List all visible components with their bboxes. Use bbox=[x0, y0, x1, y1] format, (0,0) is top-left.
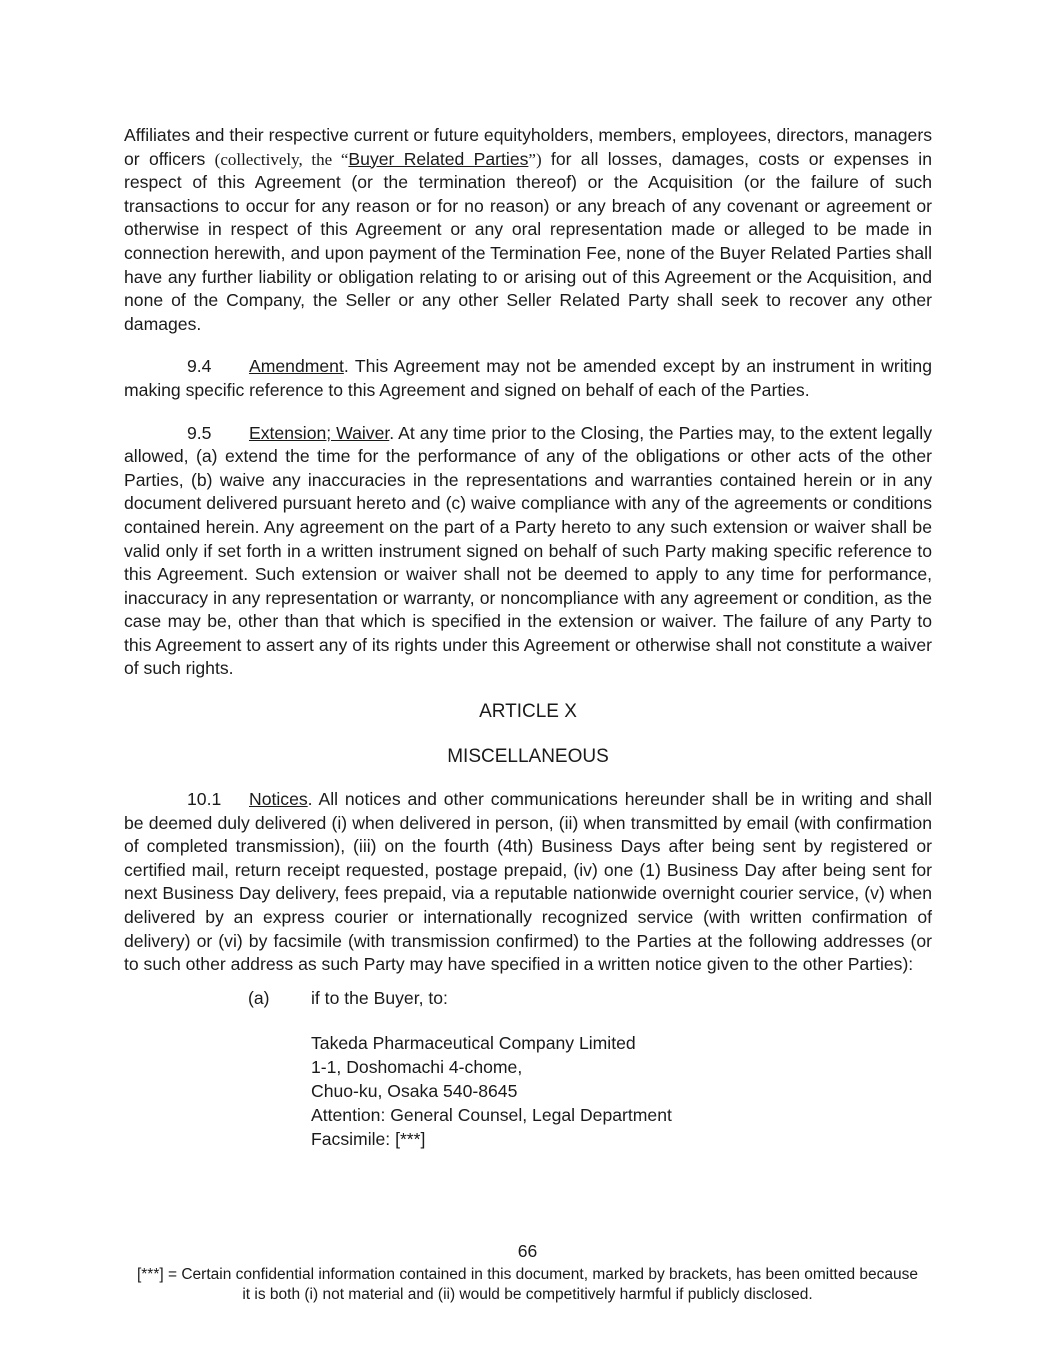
continuation-serif-open: (collectively, the “ bbox=[214, 149, 349, 169]
section-10-1-title: Notices bbox=[249, 789, 308, 810]
notice-item-a-text: if to the Buyer, to: bbox=[311, 987, 448, 1008]
buyer-company-name: Takeda Pharmaceutical Company Limited bbox=[311, 1033, 636, 1054]
footnote-line-2: it is both (i) not material and (ii) would be competitively harmful if publicly disclosed. bbox=[242, 1286, 813, 1303]
notice-item-a-label: (a) bbox=[248, 987, 270, 1008]
continuation-serif-close: ”) bbox=[528, 149, 542, 169]
section-10-1-body: . All notices and other communications hereunder shall be in writing and shall be deemed duly delivered (i) when delivered in person, (ii) when transmitted by email (with confirmation of completed transmission), (iii) on the fourth (4th) Business Days after being sent by registered or certified mail, return receipt requested, postage prepaid, (iv) one (1) Business Day after being sent for next Business Day delivery, fees prepaid, via a reputable nationwide overnight courier service, (v) when delivered by an express courier or internationally recognized service (with written confirmation of delivery) or (vi) by facsimile (with transmission confirmed) to the Parties at the following addresses (or to such other address as such Party may have specified in a written notice given to the other Parties): bbox=[124, 789, 932, 975]
buyer-address-block bbox=[311, 1031, 932, 1151]
section-9-5-number: 9.5 bbox=[187, 422, 212, 443]
document-page bbox=[124, 124, 932, 1151]
page-number: 66 bbox=[517, 1241, 538, 1261]
buyer-facsimile: Facsimile: [***] bbox=[311, 1129, 426, 1150]
buyer-street: 1-1, Doshomachi 4-chome, bbox=[311, 1057, 523, 1078]
defined-term-buyer-related-parties: Buyer Related Parties bbox=[348, 148, 529, 169]
article-heading: ARTICLE X bbox=[479, 701, 577, 723]
section-10-1 bbox=[124, 788, 932, 977]
section-9-5-body: . At any time prior to the Closing, the Parties may, to the extent legally allowed, (a) extend the time for the performance of any of the obligations or other acts of the other Parties, (b) waive any inaccuracies in the representations and warranties contained herein or in any document delivered pursuant hereto and (c) waive compliance with any of the agreements or conditions contained herein. Any agreement on the part of a Party hereto to any such extension or waiver shall be valid only if set forth in a written instrument signed on behalf of such Party making specific reference to this Agreement. Such extension or waiver shall not be deemed to apply to any time for performance, inaccuracy in any representation or warranty, or noncompliance with any agreement or condition, as the case may be, other than that which is specified in the extension or waiver. The failure of any Party to this Agreement to assert any of its rights under this Agreement or otherwise shall not constitute a waiver of such rights. bbox=[124, 422, 932, 679]
notice-item-a bbox=[248, 987, 932, 1011]
buyer-attention: Attention: General Counsel, Legal Department bbox=[311, 1105, 672, 1126]
continuation-text-2: for all losses, damages, costs or expenses in respect of this Agreement (or the termination thereof) or the Acquisition (or the failure of such transactions to occur for any reason or for no reason) or any breach of any covenant or agreement or otherwise in respect of this Agreement or any oral representation made or alleged to be made in connection herewith, and upon payment of the Termination Fee, none of the Buyer Related Parties shall have any further liability or obligation relating to or arising out of this Agreement or the Acquisition, and none of the Company, the Seller or any other Seller Related Party shall seek to recover any other damages. bbox=[124, 148, 932, 334]
continuation-text-1: Affiliates and their respective current or future equityholders, members, employees, directors, managers or officers bbox=[124, 125, 932, 169]
section-9-5-title: Extension; Waiver bbox=[249, 422, 390, 443]
continuation-paragraph bbox=[124, 124, 932, 336]
confidentiality-footnote bbox=[100, 1265, 955, 1305]
section-9-4 bbox=[124, 355, 932, 402]
section-10-1-number: 10.1 bbox=[187, 789, 222, 810]
section-9-4-number: 9.4 bbox=[187, 356, 212, 377]
section-9-4-title: Amendment bbox=[249, 356, 344, 377]
section-9-5 bbox=[124, 422, 932, 682]
footnote-line-1: [***] = Certain confidential information contained in this document, marked by brackets, has been omitted because bbox=[136, 1266, 919, 1283]
article-title: MISCELLANEOUS bbox=[447, 746, 609, 768]
section-9-4-body: . This Agreement may not be amended except by an instrument in writing making specific reference to this Agreement and signed on behalf of each of the Parties. bbox=[124, 356, 932, 400]
buyer-city: Chuo-ku, Osaka 540-8645 bbox=[311, 1081, 518, 1102]
